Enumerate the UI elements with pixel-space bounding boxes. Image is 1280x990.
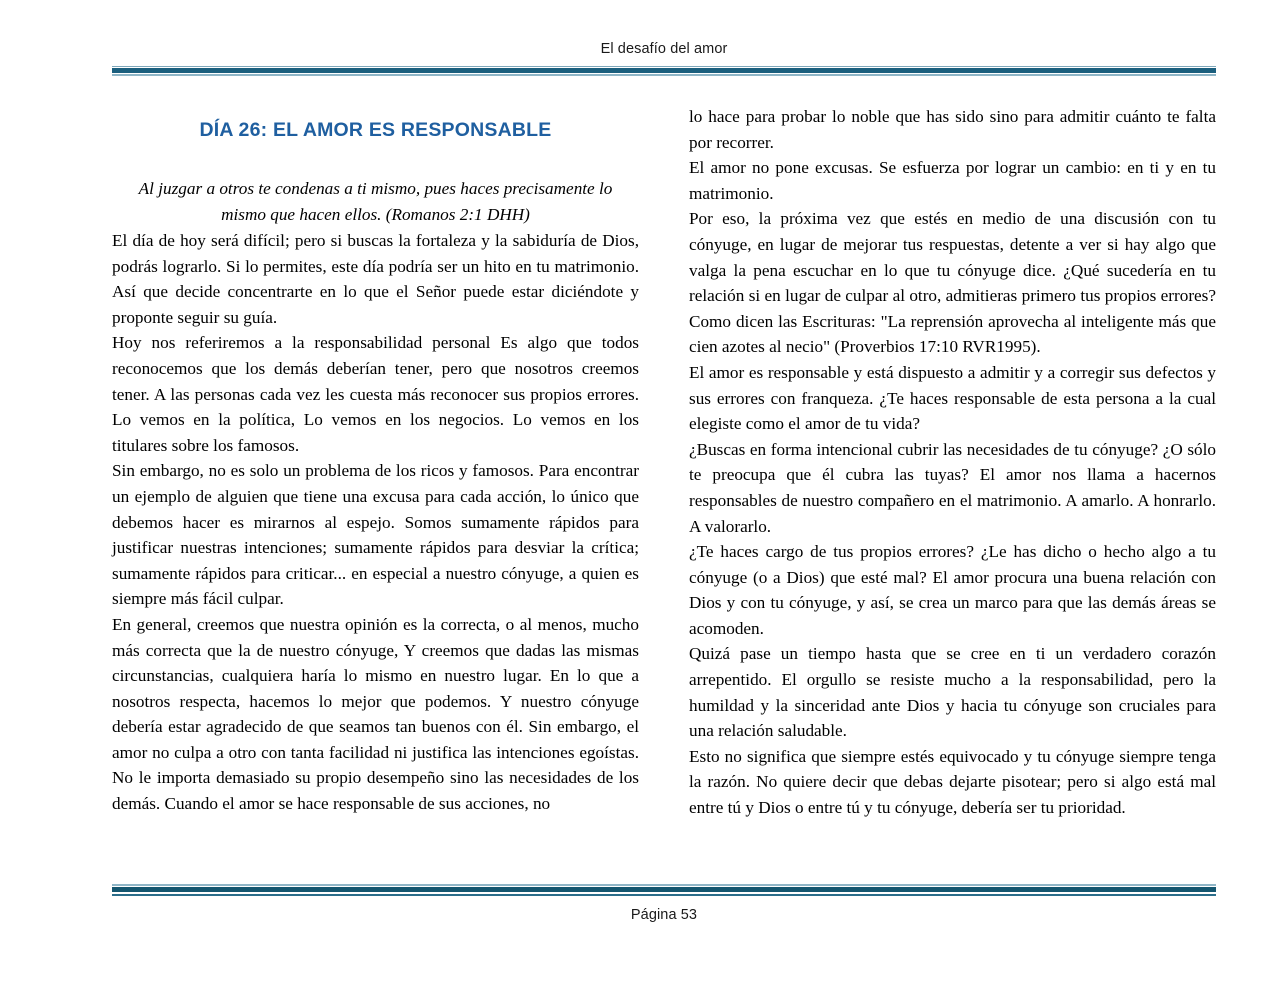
running-header-title: El desafío del amor [600,41,728,57]
paragraph: Quizá pase un tiempo hasta que se cree en ti un verdadero corazón arrepentido. El orgullo se resiste mucho a la responsabilidad, pero la humildad y la sinceridad ante Dios y hacia tu cónyuge son cruciales para una relación saludable. [689,644,1216,741]
paragraph: El día de hoy será difícil; pero si buscas la fortaleza y la sabiduría de Dios, podrás lograrlo. Si lo permites, este día podría ser un hito en tu matrimonio. Así que decide concentrarte en lo que el Señor puede estar diciéndote y proponte seguir su guía. [112,231,639,327]
page-footer [112,884,1216,924]
footer-rule-thin-bottom [112,894,1216,896]
column-left [112,104,639,874]
paragraph: ¿Buscas en forma intencional cubrir las necesidades de tu cónyuge? ¿O sólo te preocupa que él cubra las tuyas? El amor nos llama a hacernos responsables de nuestro compañero en el matrimonio. A amarlo. A honrarlo. A valorarlo. [689,439,1216,536]
header-rule-thin-bottom [112,74,1216,76]
paragraph: Esto no significa que siempre estés equivocado y tu cónyuge siempre tenga la razón. No quiere decir que debas dejarte pisotear; pero si algo está mal entre tú y Dios o entre tú y tu cónyuge, debería ser tu prioridad. [689,746,1216,818]
paragraph: En general, creemos que nuestra opinión es la correcta, o al menos, mucho más correcta que la de nuestro cónyuge, Y creemos que dadas las mismas circunstancias, cualquiera haría lo mismo en nuestro lugar. En lo que a nosotros respecta, hacemos lo mejor que podemos. Y nuestro cónyuge debería estar agradecido de que seamos tan buenos con él. Sin embargo, el amor no culpa a otro con tanta facilidad ni justifica las intenciones egoístas. No le importa demasiado su propio desempeño sino las necesidades de los demás. Cuando el amor se hace responsable de sus acciones, no [112,614,639,814]
paragraph: Hoy nos referiremos a la responsabilidad personal Es algo que todos reconocemos que los demás deberían tener, pero que nosotros creemos tener. A las personas cada vez les cuesta más reconocer sus propios errores. Lo vemos en la política, Lo vemos en los negocios. Lo vemos en los titulares sobre los famosos. [112,333,639,455]
scripture-quote: Al juzgar a otros te condenas a ti mismo, pues haces precisamente lo mismo que hacen ellos. (Romanos 2:1 DHH) [138,179,613,224]
page-title: DÍA 26: EL AMOR ES RESPONSABLE [199,119,552,141]
paragraph: El amor no pone excusas. Se esfuerza por lograr un cambio: en ti y en tu matrimonio. [689,158,1216,203]
page-header [112,40,1216,76]
column-right [689,104,1216,874]
two-column-body [112,104,1216,874]
paragraph: Sin embargo, no es solo un problema de los ricos y famosos. Para encontrar un ejemplo de alguien que tiene una excusa para cada acción, lo único que debemos hacer es mirarnos al espejo. Somos sumamente rápidos para justificar nuestras intenciones; sumamente rápidos para desviar la crítica; sumamente rápidos para criticar... en especial a nuestro cónyuge, a quien es siempre más fácil culpar. [112,461,639,609]
paragraph: Por eso, la próxima vez que estés en medio de una discusión con tu cónyuge, en lugar de mejorar tus respuestas, detente a ver si hay algo que valga la pena escuchar en lo que tu cónyuge dice. ¿Qué sucedería en tu relación si en lugar de culpar al otro, admitieras primero tus propios errores? Como dicen las Escrituras: "La reprensión aprovecha al inteligente más que cien azotes al necio" (Proverbios 17:10 RVR1995). [689,209,1216,357]
paragraph: ¿Te haces cargo de tus propios errores? ¿Le has dicho o hecho algo a tu cónyuge (o a Dios) que esté mal? El amor procura una buena relación con Dios y con tu cónyuge, y así, se crea un marco para que las demás áreas se acomoden. [689,542,1216,638]
header-rule [112,66,1216,76]
paragraph: lo hace para probar lo noble que has sido sino para admitir cuánto te falta por recorrer. [689,107,1216,152]
paragraph: El amor es responsable y está dispuesto a admitir y a corregir sus defectos y sus errores con franqueza. ¿Te haces responsable de esta persona a la cual elegiste como el amor de tu vida? [689,362,1216,434]
footer-rule [112,884,1216,896]
page-number: Página 53 [630,907,698,923]
